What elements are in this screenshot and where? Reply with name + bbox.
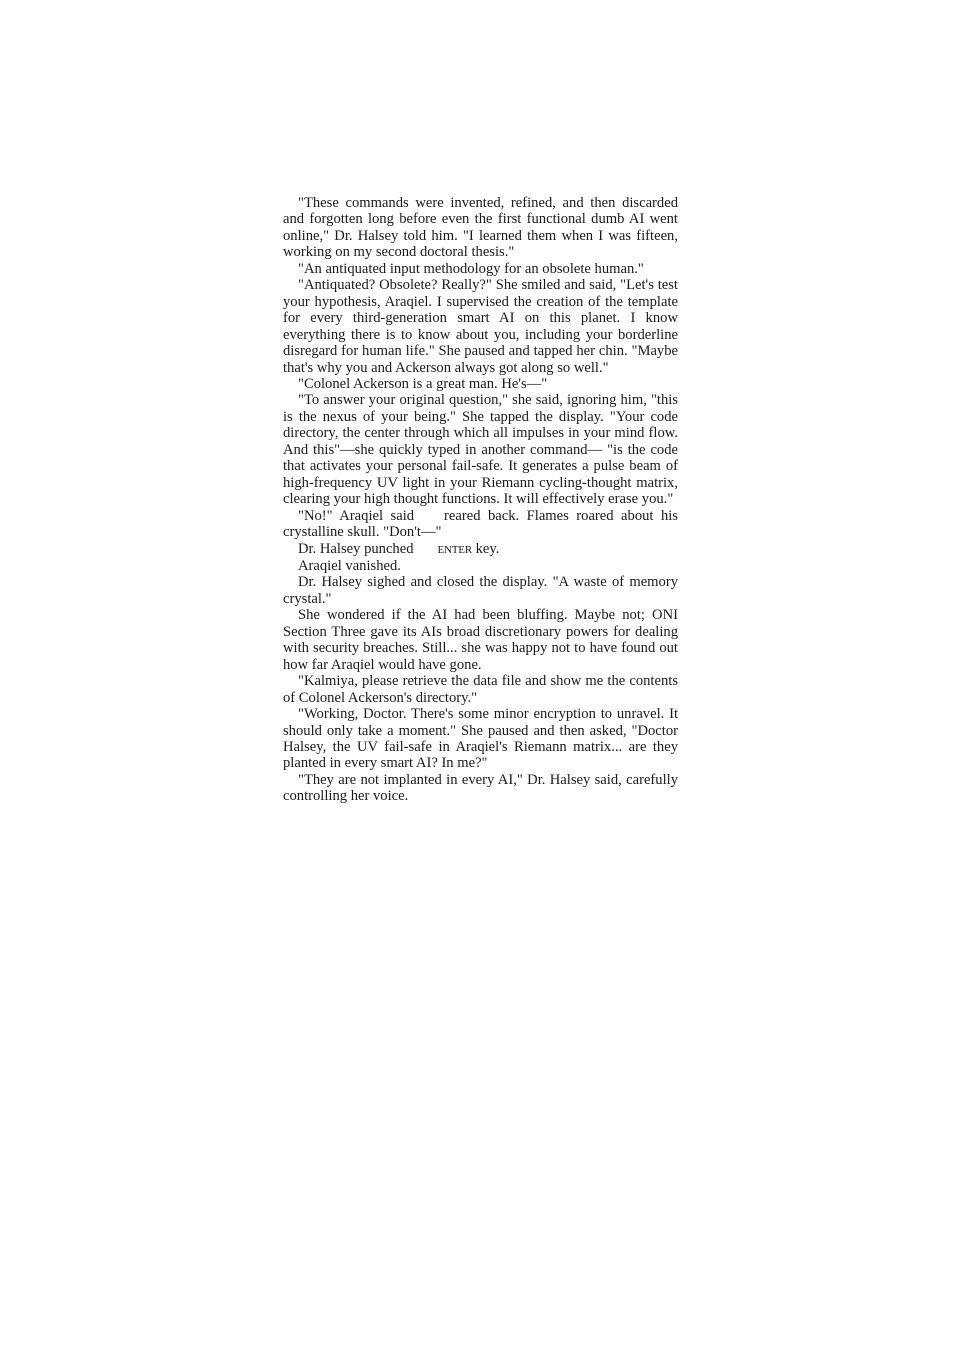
paragraph-text: reared back. Flames roared about his crystalline skull. "Don't—" [283,507,678,541]
paragraph: Araqiel vanished. [298,557,401,574]
paragraph: "To answer your original question," she said, ignoring him, "this is the nexus of your being." She tapped the display. "Your code directory, the center through which all impulses in your mind flow. And this"—she quickly typed in another command— "is the code that activates your personal fail-safe. It generates a pulse beam of high-frequency UV light in your Riemann cycling-thought matrix, clearing your high thought functions. It will effectively erase you." [283,392,678,508]
paragraph: "These commands were invented, refined, and then discarded and forgotten long before even the first functional dumb AI went online," Dr. Halsey told him. "I learned them when I was fifteen, working on my second doctoral thesis." [283,195,678,261]
paragraph-text: Dr. Halsey punched [298,540,414,557]
paragraph [283,541,678,558]
paragraph: "Antiquated? Obsolete? Really?" She smiled and said, "Let's test your hypothesis, Araqiel. I supervised the creation of the template for every third-generation smart AI on this planet. I know everything there is to know about you, including your borderline disregard for human life." She paused and tapped her chin. "Maybe that's why you and Ackerson always got along so well." [283,277,678,376]
paragraph: "Kalmiya, please retrieve the data file and show me the contents of Colonel Ackerson's directory." [283,673,678,706]
paragraph: "They are not implanted in every AI," Dr. Halsey said, carefully controlling her voice. [283,771,678,805]
paragraph [283,508,678,541]
paragraph: "Colonel Ackerson is a great man. He's—" [298,375,548,392]
paragraph-text: key. [471,540,500,557]
paragraph: Dr. Halsey sighed and closed the display. "A waste of memory crystal." [283,574,678,607]
enter-key-label: ENTER [437,543,472,556]
paragraph: "An antiquated input methodology for an obsolete human." [298,260,644,277]
paragraph: She wondered if the AI had been bluffing. Maybe not; ONI Section Three gave its AIs broad discretionary powers for dealing with security breaches. Still... she was happy not to have found out how far Araqiel would have gone. [283,607,678,673]
paragraph-text: "No!" Araqiel said [298,507,415,524]
paragraph: "Working, Doctor. There's some minor encryption to unravel. It should only take a moment." She paused and then asked, "Doctor Halsey, the UV fail-safe in Araqiel's Riemann matrix... are they planted in every smart AI? In me?" [283,706,678,772]
body-text [283,195,678,805]
